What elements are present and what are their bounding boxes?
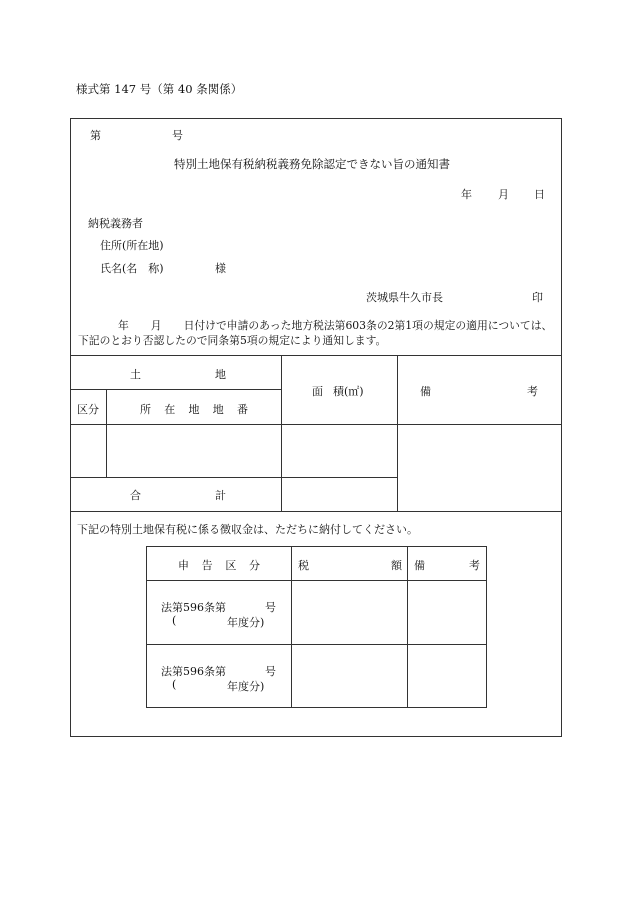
row2-item-suffix: 号 [265, 665, 276, 678]
declaration-header-char: 申 [178, 559, 189, 572]
land-header-char: 地 [215, 368, 226, 381]
declaration-header [178, 557, 260, 573]
land-header-bottom [70, 424, 562, 425]
declaration-header-char: 区 [225, 559, 237, 572]
land-header [130, 366, 226, 382]
payment-tax-divider [291, 546, 292, 708]
form-number: 様式第 147 号（第 40 条関係） [76, 82, 243, 96]
row1-item-suffix: 号 [265, 601, 276, 614]
land-table-bottom [70, 511, 562, 512]
notice-number-suffix: 号 [172, 129, 183, 142]
classification-header: 区分 [77, 403, 99, 416]
row1-law-article: 法第596条第 [161, 601, 226, 614]
land-header-char: 土 [130, 368, 141, 381]
payment-row-divider [146, 644, 487, 645]
row1-fiscal-year: 年度分) [227, 616, 265, 629]
payment-remarks-header-char: 備 [414, 559, 425, 572]
land-header-divider [70, 389, 281, 390]
location-header-char: 所 [140, 403, 151, 416]
date-day: 日 [534, 188, 545, 201]
body-year: 年 [118, 319, 129, 332]
area-header-rest: 積(㎡) [333, 385, 364, 398]
declaration-header-char: 分 [248, 559, 260, 572]
seal-mark: 印 [532, 291, 543, 304]
notice-number-prefix: 第 [90, 129, 101, 142]
notice-title: 特別土地保有税納税義務免除認定できない旨の通知書 [174, 157, 450, 171]
payment-note: 下記の特別土地保有税に係る徴収金は、ただちに納付してください。 [77, 523, 418, 536]
area-header-char: 面 [312, 385, 323, 398]
total-label-char: 合 [130, 489, 141, 502]
location-header-char: 地 [188, 403, 200, 416]
body-month: 月 [150, 319, 162, 332]
land-table-top-border [70, 355, 562, 356]
tax-header-char: 税 [298, 559, 309, 572]
total-label [130, 487, 226, 503]
location-header-char: 在 [164, 403, 176, 416]
location-header-char: 地 [212, 403, 224, 416]
address-label: 住所(所在地) [100, 239, 164, 252]
payment-header-bottom [146, 580, 487, 581]
row1-paren-open: ( [172, 614, 177, 627]
declaration-header-char: 告 [201, 559, 213, 572]
area-header [312, 383, 364, 399]
location-header-char: 番 [237, 403, 248, 416]
name-label: 氏名(名 称) [100, 262, 164, 275]
notice-body [78, 318, 558, 348]
remarks-header-char: 備 [420, 385, 431, 398]
body-text: 日付けで申請のあった地方税法第603条の2第1項の規定の適用については、下記のとおり否認したので同条第5項の規定により通知します。 [78, 319, 553, 347]
payment-remarks-divider [407, 546, 408, 708]
total-label-char: 計 [215, 489, 226, 502]
date-year: 年 [461, 188, 472, 201]
location-header [140, 401, 248, 417]
tax-header [298, 557, 402, 573]
honorific: 様 [215, 262, 226, 275]
remarks-header-char: 考 [527, 385, 538, 398]
payment-remarks-header-char: 考 [469, 559, 480, 572]
taxpayer-heading: 納税義務者 [88, 217, 143, 230]
tax-header-char: 額 [391, 559, 402, 572]
remarks-column-divider [397, 355, 398, 511]
remarks-header [420, 383, 538, 399]
row2-law-article: 法第596条第 [161, 665, 226, 678]
classification-column-divider [106, 389, 107, 477]
payment-remarks-header [414, 557, 480, 573]
area-column-divider [281, 355, 282, 511]
date-month: 月 [498, 188, 509, 201]
issuer-name: 茨城県牛久市長 [366, 291, 443, 304]
row2-fiscal-year: 年度分) [227, 680, 265, 693]
row2-paren-open: ( [172, 678, 177, 691]
land-row-bottom [70, 477, 397, 478]
